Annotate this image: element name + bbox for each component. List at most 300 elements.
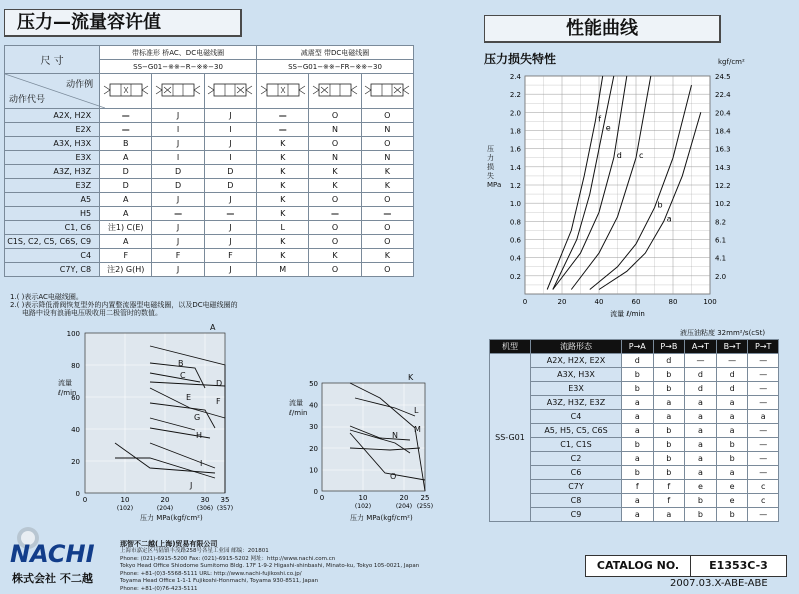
curve-label-f: F — [216, 397, 221, 406]
value-cell: b — [685, 508, 717, 522]
value-cell: I — [152, 151, 204, 165]
value-cell: O — [361, 263, 413, 277]
valve-symbol-5 — [309, 74, 361, 109]
table-row — [490, 480, 779, 494]
x-tick-label: (255) — [416, 503, 434, 510]
value-cell: F — [204, 249, 256, 263]
perf-ylabel: 压力损失 MPa — [487, 145, 502, 189]
header-cell: A→T — [685, 340, 717, 354]
value-cell: — — [748, 508, 779, 522]
value-cell: I — [204, 151, 256, 165]
footer-line-3: Tokyo Head Office Shiodome Sumitomo Bldg. 17F 1-9-2 Higashi-shinbashi, Minato-ku, Tokyo 105-0021, Japan — [120, 563, 420, 569]
value-cell: J — [204, 235, 256, 249]
value-cell: — — [748, 396, 779, 410]
value-cell: b — [653, 368, 685, 382]
curve-label-h: H — [196, 431, 203, 440]
edition: 2007.03.X-ABE-ABE — [670, 578, 768, 589]
value-cell: — — [100, 123, 152, 137]
value-cell: — — [361, 207, 413, 221]
table-row — [5, 193, 414, 207]
value-cell: K — [361, 249, 413, 263]
y2-tick-label: 16.3 — [715, 145, 731, 154]
value-cell: — — [748, 452, 779, 466]
table-row — [490, 410, 779, 424]
table-row — [490, 382, 779, 396]
value-cell: K — [309, 165, 361, 179]
note-1: 1.( )表示AC电磁线圈。 — [10, 293, 83, 301]
value-cell: a — [685, 396, 717, 410]
value-cell: a — [653, 396, 685, 410]
action-code-cell: H5 — [5, 207, 100, 221]
table-row — [490, 508, 779, 522]
action-code-cell: C7Y, C8 — [5, 263, 100, 277]
value-cell: e — [685, 480, 717, 494]
value-cell: b — [653, 438, 685, 452]
value-cell: N — [361, 151, 413, 165]
table-row — [5, 221, 414, 235]
value-cell: a — [716, 396, 748, 410]
value-cell: K — [257, 207, 309, 221]
value-cell: — — [716, 354, 748, 368]
y2-tick-label: 18.4 — [715, 127, 731, 136]
x-tick-label: (102) — [116, 505, 134, 512]
value-cell: B — [100, 137, 152, 151]
value-cell: F — [152, 249, 204, 263]
value-cell: a — [748, 410, 779, 424]
group2-title: 减震型 带DC电磁线圈 — [257, 46, 414, 60]
value-cell: D — [100, 165, 152, 179]
value-cell: c — [748, 494, 779, 508]
value-cell: — — [748, 466, 779, 480]
value-cell: a — [716, 466, 748, 480]
value-cell: J — [204, 263, 256, 277]
value-cell: a — [622, 452, 654, 466]
flow-chart-1 — [40, 318, 240, 528]
curve-label-l: L — [414, 406, 419, 415]
footer-line-4: Phone: +81-(0)3-5568-5111 URL: http://www.nachi-fujikoshi.co.jp/ — [120, 570, 302, 577]
table-row — [490, 354, 779, 368]
x-tick-label: 35 — [220, 496, 230, 504]
header-cell: P→B — [653, 340, 685, 354]
value-cell: d — [685, 382, 717, 396]
value-cell: — — [748, 438, 779, 452]
series-label-b: b — [657, 200, 663, 210]
action-code-label: 动作代号 — [9, 95, 46, 105]
value-cell: D — [204, 165, 256, 179]
value-cell: K — [361, 179, 413, 193]
value-cell: O — [361, 137, 413, 151]
pressure-loss-chart — [480, 62, 780, 320]
value-cell: a — [685, 410, 717, 424]
y2-tick-label: 4.1 — [715, 254, 727, 263]
value-cell: — — [748, 424, 779, 438]
value-cell: — — [309, 207, 361, 221]
value-cell: O — [309, 235, 361, 249]
footer-lines — [120, 548, 419, 593]
value-cell: F — [100, 249, 152, 263]
y-tick-label: 10 — [309, 466, 318, 475]
value-cell: a — [716, 424, 748, 438]
value-cell: d — [716, 368, 748, 382]
valve-symbol-4 — [257, 74, 309, 109]
value-cell: A — [100, 235, 152, 249]
x-tick-label: 30 — [200, 496, 210, 504]
action-code-cell: C4 — [5, 249, 100, 263]
table-row — [5, 137, 414, 151]
action-code-cell: A2X, H2X — [5, 109, 100, 123]
value-cell: K — [309, 179, 361, 193]
action-code-cell: A3Z, H3Z — [5, 165, 100, 179]
table-row — [490, 438, 779, 452]
value-cell: O — [361, 193, 413, 207]
table-row — [5, 235, 414, 249]
y-tick-label: 0.2 — [509, 272, 521, 281]
value-cell: d — [622, 354, 654, 368]
value-cell: — — [685, 354, 717, 368]
x-tick-label: 20 — [160, 496, 170, 504]
chart1-xlabel: 压力 MPa(kgf/cm²) — [140, 514, 203, 522]
y-tick-label: 2.4 — [509, 73, 521, 81]
flow-path-cell: C9 — [531, 508, 622, 522]
value-cell: D — [152, 179, 204, 193]
x-tick-label: 0 — [319, 494, 325, 502]
value-cell: — — [100, 109, 152, 123]
value-cell: J — [152, 263, 204, 277]
value-cell: b — [716, 508, 748, 522]
value-cell: — — [748, 354, 779, 368]
value-cell: e — [716, 480, 748, 494]
valve-symbol-6 — [361, 74, 413, 109]
footer-line-6: Phone: +81-(0)76-423-5111 — [120, 585, 198, 592]
chart2-ylabel: 流量 ℓ/min — [289, 399, 308, 417]
value-cell: O — [309, 221, 361, 235]
value-cell: K — [257, 235, 309, 249]
y-tick-label: 20 — [71, 458, 80, 466]
value-cell: J — [152, 109, 204, 123]
value-cell: J — [204, 109, 256, 123]
y2-tick-label: 14.3 — [715, 163, 731, 172]
footer-line-2: Phone: (021)-6915-5200 Fax: (021)-6915-5202 网址：http://www.nachi.com.cn — [120, 555, 336, 562]
value-cell: 注1) C(E) — [100, 221, 152, 235]
value-cell: — — [748, 368, 779, 382]
group2-model: SS−G01−※※−FR−※※−30 — [257, 60, 414, 74]
value-cell: K — [257, 179, 309, 193]
series-label-c: c — [639, 150, 644, 160]
x-tick-label: (102) — [354, 503, 372, 510]
table-row — [490, 452, 779, 466]
value-cell: a — [653, 508, 685, 522]
flow-path-cell: A3Z, H3Z, E3Z — [531, 396, 622, 410]
curve-label-m: M — [414, 425, 421, 434]
nachi-logo: NACHI — [10, 540, 95, 568]
series-label-e: e — [605, 123, 611, 133]
value-cell: d — [716, 382, 748, 396]
value-cell: K — [361, 165, 413, 179]
x-tick-label: 0 — [82, 496, 88, 504]
group1-title: 带标准形 桥AC、DC电磁线圈 — [100, 46, 257, 60]
valve-symbol-3 — [204, 74, 256, 109]
x-axis-label: 流量 ℓ/min — [610, 310, 645, 318]
series-label-f: f — [598, 114, 602, 124]
value-cell: A — [100, 151, 152, 165]
flow-path-cell: E3X — [531, 382, 622, 396]
y2-tick-label: 6.1 — [715, 236, 727, 245]
x-tick-label: (306) — [196, 505, 214, 512]
value-cell: — — [257, 123, 309, 137]
value-cell: 注2) G(H) — [100, 263, 152, 277]
value-cell: b — [716, 438, 748, 452]
y-tick-label: 1.8 — [509, 127, 521, 136]
curve-label-g: G — [194, 413, 201, 422]
curve-label-j: J — [190, 481, 193, 490]
value-cell: K — [257, 249, 309, 263]
right-title: 性能曲线 — [484, 15, 721, 43]
y-tick-label: 20 — [309, 444, 318, 453]
value-cell: d — [685, 368, 717, 382]
value-cell: b — [622, 466, 654, 480]
y2-tick-label: 8.2 — [715, 218, 727, 227]
size-header: 尺 寸 — [5, 46, 100, 74]
value-cell: — — [748, 382, 779, 396]
value-cell: b — [653, 452, 685, 466]
flow-path-cell: C6 — [531, 466, 622, 480]
value-cell: O — [309, 263, 361, 277]
value-cell: K — [257, 165, 309, 179]
action-code-cell: A3X, H3X — [5, 137, 100, 151]
table-row — [490, 424, 779, 438]
value-cell: a — [622, 494, 654, 508]
notes — [10, 293, 238, 317]
x-tick-label: 0 — [522, 298, 528, 306]
value-cell: K — [257, 137, 309, 151]
y2-tick-label: 10.2 — [715, 200, 731, 209]
header-cell: P→T — [748, 340, 779, 354]
y-tick-label: 40 — [71, 426, 80, 434]
x-tick-label: 10 — [358, 494, 368, 502]
table-row — [490, 466, 779, 480]
value-cell: a — [622, 508, 654, 522]
y-tick-label: 100 — [66, 330, 80, 338]
value-cell: J — [152, 235, 204, 249]
action-code-cell: E2X — [5, 123, 100, 137]
x-tick-label: 20 — [399, 494, 409, 502]
flow-path-cell: C1, C1S — [531, 438, 622, 452]
value-cell: O — [361, 221, 413, 235]
value-cell: M — [257, 263, 309, 277]
x-tick-label: (204) — [395, 503, 413, 510]
value-cell: — — [204, 207, 256, 221]
value-cell: D — [100, 179, 152, 193]
curve-label-c: C — [180, 371, 186, 380]
y-tick-label: 1.0 — [509, 200, 521, 209]
table-row — [5, 165, 414, 179]
flow-path-cell: A5, H5, C5, C6S — [531, 424, 622, 438]
y-tick-label: 0.4 — [509, 254, 521, 263]
table-row — [490, 396, 779, 410]
y-tick-label: 30 — [309, 423, 318, 432]
value-cell: f — [653, 494, 685, 508]
value-cell: I — [152, 123, 204, 137]
flow-path-cell: A2X, H2X, E2X — [531, 354, 622, 368]
table-row — [5, 151, 414, 165]
value-cell: A — [100, 193, 152, 207]
flow-path-table — [489, 339, 779, 522]
value-cell: N — [309, 123, 361, 137]
curve-label-b: B — [178, 359, 184, 368]
table-row — [5, 109, 414, 123]
curve-label-o: O — [390, 472, 397, 481]
value-cell: K — [257, 151, 309, 165]
value-cell: J — [152, 221, 204, 235]
y-tick-label: 80 — [71, 362, 80, 370]
flow-path-cell: C2 — [531, 452, 622, 466]
x-tick-label: 10 — [120, 496, 130, 504]
value-cell: f — [622, 480, 654, 494]
curve-label-i: I — [200, 459, 203, 468]
value-cell: a — [622, 396, 654, 410]
y2-tick-label: 22.4 — [715, 91, 731, 100]
value-cell: K — [309, 249, 361, 263]
y2-tick-label: 20.4 — [715, 109, 731, 118]
value-cell: d — [653, 354, 685, 368]
value-cell: — — [152, 207, 204, 221]
y2-tick-label: 12.2 — [715, 182, 731, 190]
value-cell: K — [257, 193, 309, 207]
curve-label-n: N — [392, 431, 398, 440]
group1-model: SS−G01−※※−R−※※−30 — [100, 60, 257, 74]
kgf-unit: kgf/cm² — [718, 58, 745, 66]
value-cell: b — [622, 382, 654, 396]
y-tick-label: 40 — [309, 401, 318, 410]
x-tick-label: 25 — [420, 494, 430, 502]
flow-path-cell: C4 — [531, 410, 622, 424]
table-row — [490, 494, 779, 508]
company-jp: 株式会社 不二越 — [12, 572, 93, 585]
valve-symbol-2 — [152, 74, 204, 109]
table-row — [5, 179, 414, 193]
curve-label-a: A — [210, 323, 216, 332]
action-header-cell — [5, 74, 100, 109]
y-tick-label: 1.2 — [509, 182, 521, 190]
value-cell: b — [653, 424, 685, 438]
curve-label-k: K — [408, 373, 414, 382]
value-cell: f — [653, 480, 685, 494]
value-cell: O — [309, 109, 361, 123]
value-cell: a — [685, 466, 717, 480]
x-tick-label: (204) — [156, 505, 174, 512]
y2-tick-label: 24.5 — [715, 73, 731, 81]
header-cell: 机型 — [490, 340, 531, 354]
value-cell: J — [204, 137, 256, 151]
action-code-cell: C1S, C2, C5, C6S, C9 — [5, 235, 100, 249]
value-cell: b — [622, 368, 654, 382]
catalog-number: E1353C-3 — [709, 559, 768, 572]
chart1-ylabel: 流量 ℓ/min — [58, 379, 77, 397]
header-cell: P→A — [622, 340, 654, 354]
value-cell: D — [204, 179, 256, 193]
catalog-box — [585, 555, 787, 577]
curve-label-d: D — [216, 379, 223, 388]
value-cell: a — [622, 410, 654, 424]
value-cell: — — [257, 109, 309, 123]
y-tick-label: 0 — [75, 490, 80, 498]
value-cell: J — [204, 193, 256, 207]
value-cell: b — [622, 438, 654, 452]
value-cell: a — [685, 438, 717, 452]
y-tick-label: 2.2 — [509, 91, 521, 100]
footer-line-5: Toyama Head Office 1-1-1 Fujikoshi-Honmachi, Toyama 930-8511, Japan — [120, 578, 319, 584]
table-row — [490, 368, 779, 382]
x-tick-label: 100 — [703, 298, 717, 306]
action-code-cell: C1, C6 — [5, 221, 100, 235]
flow-pressure-table — [4, 45, 414, 277]
value-cell: L — [257, 221, 309, 235]
value-cell: b — [685, 494, 717, 508]
x-tick-label: 20 — [557, 298, 567, 306]
viscosity-note: 液压油粘度 32mm²/s(cSt) — [680, 329, 766, 337]
value-cell: N — [309, 151, 361, 165]
y-tick-label: 60 — [71, 394, 80, 402]
value-cell: O — [309, 137, 361, 151]
value-cell: O — [309, 193, 361, 207]
value-cell: D — [152, 165, 204, 179]
header-cell: B→T — [716, 340, 748, 354]
catalog-label: CATALOG NO. — [586, 556, 691, 576]
y-tick-label: 50 — [309, 380, 318, 388]
y-tick-label: 0.8 — [509, 218, 521, 227]
value-cell: b — [653, 466, 685, 480]
table-row — [5, 207, 414, 221]
y-tick-label: 2.0 — [509, 109, 521, 118]
flow-path-cell: C7Y — [531, 480, 622, 494]
value-cell: J — [152, 137, 204, 151]
value-cell: O — [361, 235, 413, 249]
table-row — [5, 263, 414, 277]
footer-line-1: 上海市嘉定区马陆镇丰茂路258号各星工业园 邮编：201801 — [120, 548, 269, 554]
value-cell: a — [685, 452, 717, 466]
value-cell: A — [100, 207, 152, 221]
y-tick-label: 0 — [313, 488, 318, 496]
value-cell: J — [152, 193, 204, 207]
y-tick-label: 1.6 — [509, 145, 521, 154]
flow-chart-2 — [300, 368, 440, 528]
value-cell: N — [361, 123, 413, 137]
action-example-label: 动作例 — [66, 80, 94, 90]
value-cell: e — [716, 494, 748, 508]
x-tick-label: (357) — [216, 505, 234, 512]
left-title: 压力—流量容许值 — [4, 9, 242, 37]
value-cell: b — [716, 452, 748, 466]
value-cell: a — [716, 410, 748, 424]
note-2: 2.( )表示降低滑阀恢复型外的内置整流器型电磁线圈，以及DC电磁线圈的 — [10, 301, 238, 309]
curve-subtitle: 压力损失特性 — [484, 52, 557, 66]
valve-symbol-1 — [100, 74, 152, 109]
value-cell: c — [748, 480, 779, 494]
chart2-xlabel: 压力 MPa(kgf/cm²) — [350, 514, 413, 522]
action-code-cell: E3Z — [5, 179, 100, 193]
flow-path-cell: C8 — [531, 494, 622, 508]
header-cell: 流路形态 — [531, 340, 622, 354]
series-label-d: d — [616, 150, 622, 160]
action-code-cell: A5 — [5, 193, 100, 207]
series-label-a: a — [666, 214, 672, 224]
value-cell: O — [361, 109, 413, 123]
model-cell: SS-G01 — [490, 354, 531, 522]
x-tick-label: 40 — [594, 298, 604, 306]
curve-label-e: E — [186, 393, 192, 402]
x-tick-label: 60 — [631, 298, 641, 306]
note-3: 电路中设有浪涌电压吸收用二极管时的数值。 — [22, 309, 162, 317]
